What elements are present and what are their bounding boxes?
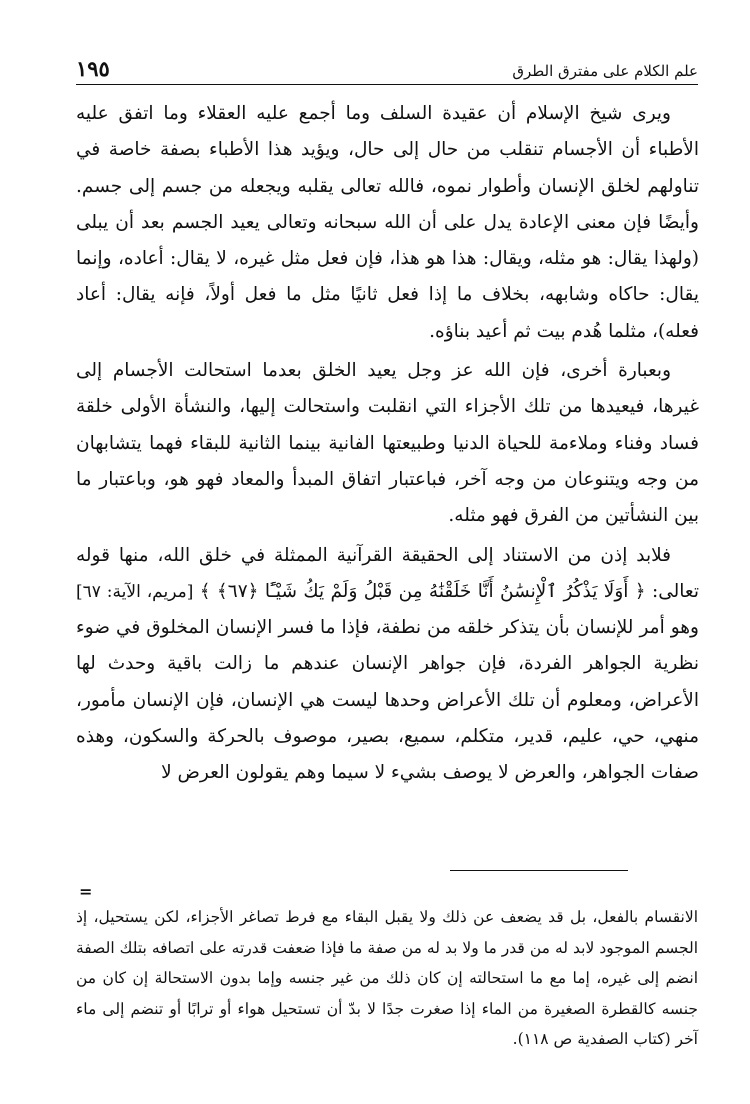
page-number: ١٩٥: [76, 56, 110, 81]
footnote-text: الانقسام بالفعل، بل قد يضعف عن ذلك ولا يقبل البقاء مع فرط تصاغر الأجزاء، لكن يستحيل، إذ الجسم الموجود لابد له من قدر ما ولا بد له من صفة ما فإذا ضعفت قدرته على اتصافه بتلك الصفة انضم إلى غيره، إما مع ما استحالته إن كان ذلك من غير جنسه وإما بدون الاستحالة إن كان من جنسه كالقطرة الصغيرة من الماء إذا صغرت جدًا لا بدّ أن تستحيل هواء أو ترابًا أو تنضم إلى ماء آخر (كتاب الصفدية ص ١١٨).: [76, 908, 698, 1048]
quran-reference: [مريم، الآية: ٦٧]: [76, 581, 194, 602]
footnote-separator: [450, 870, 628, 871]
paragraph-3-intro: فلابد إذن من الاستناد إلى الحقيقة القرآنية الممثلة في خلق الله، منها قوله تعالى:: [76, 544, 699, 602]
paragraph-3-rest: وهو أمر للإنسان بأن يتذكر خلقه من نطفة، فإذا ما فسر الإنسان المخلوق في ضوء نظرية الجواهر الفردة، فإن جواهر الإنسان عندهم ما زالت باقية وحدث لها الأعراض، ومعلوم أن تلك الأعراض وحدها ليست هي الإنسان، فإن الإنسان مأمور، منهي، حي، عليم، قدير، متكلم، سميع، بصير، موصوف بالحركة والسكون، وهذه صفات الجواهر، والعرض لا يوصف بشيء لا سيما وهم يقولون العرض لا: [76, 617, 699, 784]
paragraph-2: وبعبارة أخرى، فإن الله عز وجل يعيد الخلق بعدما استحالت الأجسام إلى غيرها، فيعيدها من تلك الأجزاء التي انقلبت واستحالت إليها، والنشأة الأولى خلقة فساد وفناء وملاءمة للحياة الدنيا وطبيعتها الفانية بينما الثانية للبقاء فهما يتشابهان من وجه ويتنوعان من وجه آخر، فباعتبار اتفاق المبدأ والمعاد فهو هو، وباعتبار ما بين النشأتين من الفرق فهو مثله.: [76, 360, 699, 527]
footnote: [76, 902, 698, 1055]
footnote-continuation-mark: =: [79, 882, 93, 901]
quran-verse: ﴿ أَوَلَا يَذْكُرُ ٱلْإِنسَٰنُ أَنَّا خَلَقْنَٰهُ مِن قَبْلُ وَلَمْ يَكُ شَيْـًٔا ﴿٦٧﴾ ﴾: [199, 580, 646, 602]
paragraph-1: ويرى شيخ الإسلام أن عقيدة السلف وما أجمع عليه العقلاء وما اتفق عليه الأطباء أن الأجسام تنقلب من حال إلى حال، ويؤيد هذا الأطباء بصفة خاصة في تناولهم لخلق الإنسان وأطوار نموه، فالله تعالى يقلبه ويجعله من جسم إلى جسم. وأيضًا فإن معنى الإعادة يدل على أن الله سبحانه وتعالى يعيد الجسم بعد أن يبلى (ولهذا يقال: هو مثله، ويقال: هذا هو هذا، فإن فعل مثل غيره، لا يقال: أعاده، وإنما يقال: حاكاه وشابهه، بخلاف ما إذا فعل ثانيًا مثل ما فعل أولاً، فإنه يقال: أعاد فعله)، مثلما هُدم بيت ثم أعيد بناؤه.: [76, 103, 699, 342]
paragraph-3: [76, 538, 699, 792]
main-text: [76, 96, 699, 792]
header-title: علم الكلام على مفترق الطرق: [512, 62, 698, 80]
running-header: [76, 56, 698, 85]
